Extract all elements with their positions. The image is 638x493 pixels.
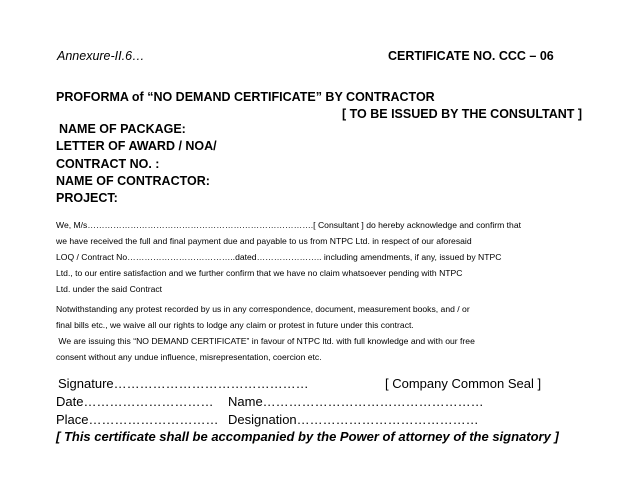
waiver-paragraph (56, 301, 576, 365)
paragraph-line: Notwithstanding any protest recorded by us in any correspondence, document, measurement books, and / or (56, 304, 470, 314)
paragraph-line: Ltd., to our entire satisfaction and we further confirm that we have no claim whatsoever pending with NTPC (56, 268, 463, 279)
field-name-of-contractor: NAME OF CONTRACTOR: (56, 173, 210, 188)
paragraph-line: We, M/s…………………………………………………………………….[ Consultant ] do hereby acknowledge and confirm that (56, 220, 521, 230)
annexure-label: Annexure-II.6… (57, 49, 145, 63)
acknowledgement-paragraph (56, 217, 576, 297)
certificate-number: CERTIFICATE NO. CCC – 06 (388, 49, 554, 63)
paragraph-line: We are issuing this “NO DEMAND CERTIFICATE” in favour of NTPC ltd. with full knowledge and with our free (56, 336, 475, 347)
paragraph-line: we have received the full and final payment due and payable to us from NTPC Ltd. in respect of our aforesaid (56, 236, 472, 247)
field-name-of-package: NAME OF PACKAGE: (59, 122, 186, 136)
issued-by-note: [ TO BE ISSUED BY THE CONSULTANT ] (342, 107, 583, 121)
proforma-title: PROFORMA of “NO DEMAND CERTIFICATE” BY CONTRACTOR (56, 90, 435, 104)
signature-line: Signature……………………………………… (58, 376, 309, 391)
contract-fields (56, 121, 217, 207)
name-line: Name…………………………………………… (228, 394, 484, 409)
paragraph-line: Ltd. under the said Contract (56, 284, 163, 295)
date-line: Date………………………… (56, 394, 214, 409)
company-seal-label: [ Company Common Seal ] (385, 376, 542, 391)
place-line: Place………………………… (56, 412, 219, 427)
paragraph-line: LOQ / Contract No………………………………..dated………………….. including amendments, if any, issued by NTPC (56, 252, 502, 263)
field-contract-no: CONTRACT NO. : (56, 156, 160, 171)
field-project: PROJECT: (56, 191, 118, 206)
designation-line: Designation…………………………………… (228, 412, 479, 427)
power-of-attorney-note: [ This certificate shall be accompanied by the Power of attorney of the signatory ] (56, 429, 559, 444)
paragraph-line: consent without any undue influence, misrepresentation, coercion etc. (56, 352, 322, 363)
paragraph-line: final bills etc., we waive all our rights to lodge any claim or protest in future under this contract. (56, 320, 414, 331)
field-letter-of-award: LETTER OF AWARD / NOA/ (56, 139, 217, 154)
